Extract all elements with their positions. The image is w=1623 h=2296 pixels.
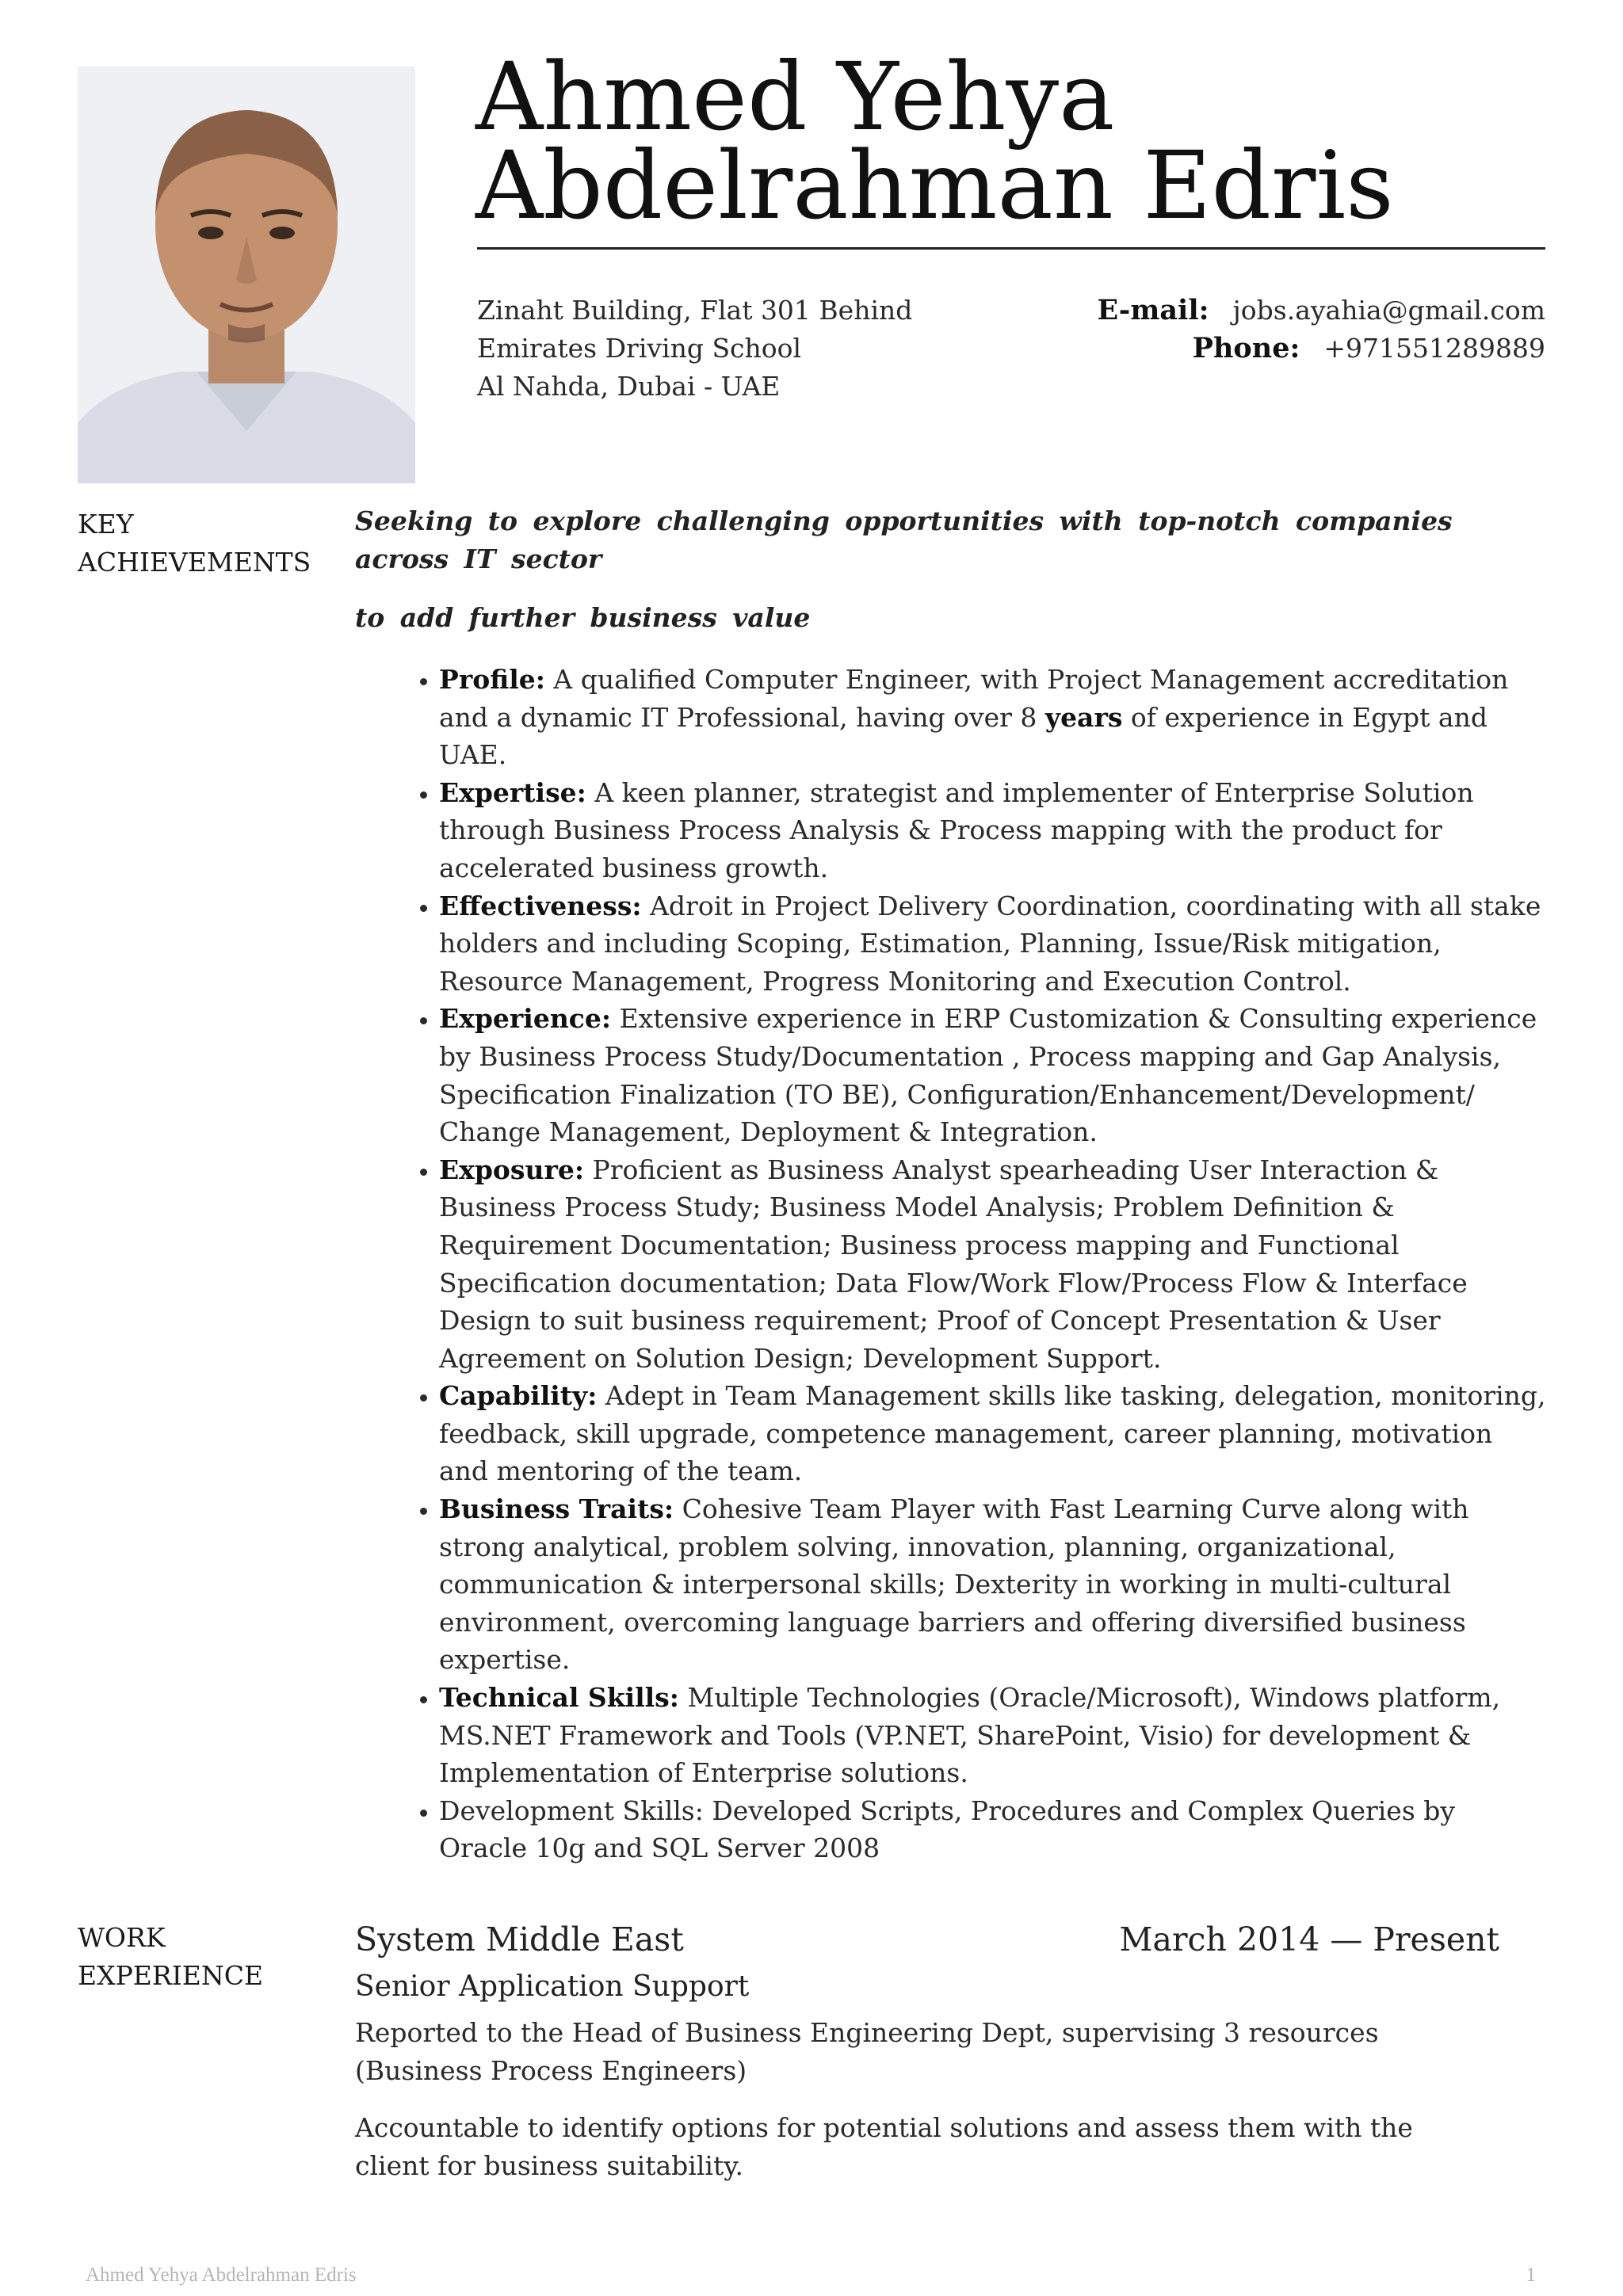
achievement-heading: Experience: (439, 1003, 612, 1035)
achievement-heading: Effectiveness: (439, 890, 642, 921)
name-divider (477, 247, 1545, 250)
job-title: Senior Application Support (355, 1970, 750, 2003)
job-company: System Middle East (355, 1920, 684, 1958)
achievement-text: of experience in Egypt and UAE. (439, 701, 1487, 771)
phone-value[interactable]: +971551289889 (1323, 333, 1545, 364)
portrait-image (78, 67, 415, 483)
achievement-text: Multiple Technologies (Oracle/Microsoft), Windows platform, MS.NET Framework and Tools (VP.NET, SharePoint, Visio) for development & Implementation of Enterprise solutions. (439, 1682, 1501, 1789)
job-description: Accountable to identify options for potential solutions and assess them with the client for business suitability. (355, 2112, 1413, 2181)
section-label-work-experience (78, 1919, 263, 1995)
profile-photo (78, 67, 415, 483)
achievement-heading: Expertise: (439, 776, 586, 808)
achievement-text: A qualified Computer Engineer, with Project Management accreditation and a dynamic IT Professional, having over 8 (439, 664, 1509, 733)
phone-row (1097, 330, 1545, 368)
achievement-text: Development Skills: Developed Scripts, Procedures and Complex Queries by Oracle 10g and SQL Server 2008 (439, 1794, 1456, 1864)
achievement-item (439, 887, 1549, 1001)
email-row (1097, 292, 1545, 330)
address-block (477, 292, 912, 406)
achievement-item (439, 1679, 1549, 1792)
objective-tagline-continued: to add further business value (355, 602, 811, 633)
achievement-text: Cohesive Team Player with Fast Learning Curve along with strong analytical, problem solving, innovation, planning, organizational, communication & interpersonal skills; Dexterity in working in multi-cultural environment, overcoming language barriers and offering diversified business expertise. (439, 1493, 1469, 1676)
achievement-heading: Profile: (439, 664, 545, 695)
achievement-item (439, 1377, 1549, 1490)
address-line: Zinaht Building, Flat 301 Behind (477, 295, 913, 326)
section-label-line: WORK (78, 1922, 166, 1953)
achievement-item (439, 1000, 1549, 1150)
name-line-2: Abdelrahman Edris (475, 131, 1394, 240)
achievements-list (396, 661, 1549, 1867)
achievement-item (439, 774, 1549, 887)
achievement-item (439, 1490, 1549, 1679)
achievement-text: Adroit in Project Delivery Coordination, coordinating with all stake holders and including Scoping, Estimation, Planning, Issue/Risk mitigation, Resource Management, Progress Monitoring and Execution Control. (439, 890, 1541, 997)
section-label-line: ACHIEVEMENTS (78, 547, 311, 578)
address-line: Al Nahda, Dubai - UAE (477, 371, 781, 402)
achievement-text: Proficient as Business Analyst spearheading User Interaction & Business Process Study; Business Model Analysis; Problem Definition & Requirement Documentation; Business process mapping and Functional Specification documentation; Data Flow/Work Flow/Process Flow & Interface Design to suit business requirement; Proof of Concept Presentation & User Agreement on Solution Design; Development Support. (439, 1154, 1468, 1374)
name-line-1: Ahmed Yehya (475, 42, 1115, 151)
achievement-text: Adept in Team Management skills like tasking, delegation, monitoring, feedback, skill upgrade, competence management, career planning, motivation and mentoring of the team. (439, 1380, 1546, 1487)
email-label: E-mail: (1097, 294, 1209, 326)
phone-label: Phone: (1192, 332, 1300, 364)
achievement-heading: Capability: (439, 1380, 598, 1412)
section-label-line: KEY (78, 509, 134, 540)
achievement-emphasis: years (1044, 701, 1123, 733)
section-label-line: EXPERIENCE (78, 1960, 264, 1991)
achievement-item (439, 1792, 1549, 1867)
achievement-text: Extensive experience in ERP Customization & Consulting experience by Business Process Study/Documentation , Process mapping and Gap Analysis, Specification Finalization (TO BE), Configuration/Enhancement/Development/ Change Management, Deployment & Integration. (439, 1003, 1537, 1148)
section-label-key-achievements (78, 505, 311, 582)
email-value[interactable]: jobs.ayahia@gmail.com (1232, 295, 1545, 326)
achievement-heading: Exposure: (439, 1154, 585, 1185)
contact-block (1097, 292, 1545, 368)
page-number: 1 (1526, 2264, 1536, 2286)
footer-name: Ahmed Yehya Abdelrahman Edris (86, 2264, 357, 2286)
job-description: Reported to the Head of Business Engineering Dept, supervising 3 resources (Business Process Engineers) (355, 2017, 1379, 2086)
address-line: Emirates Driving School (477, 333, 802, 364)
achievement-heading: Business Traits: (439, 1493, 674, 1525)
achievement-item (439, 1151, 1549, 1378)
achievement-text: A keen planner, strategist and implementer of Enterprise Solution through Business Process Analysis & Process mapping with the product for accelerated business growth. (439, 776, 1474, 883)
achievement-item (439, 661, 1549, 774)
candidate-name (475, 42, 1545, 240)
achievement-heading: Technical Skills: (439, 1682, 679, 1714)
job-dates: March 2014 — Present (1119, 1920, 1499, 1958)
objective-tagline: Seeking to explore challenging opportunities with top-notch companies across IT sector (355, 505, 1453, 574)
